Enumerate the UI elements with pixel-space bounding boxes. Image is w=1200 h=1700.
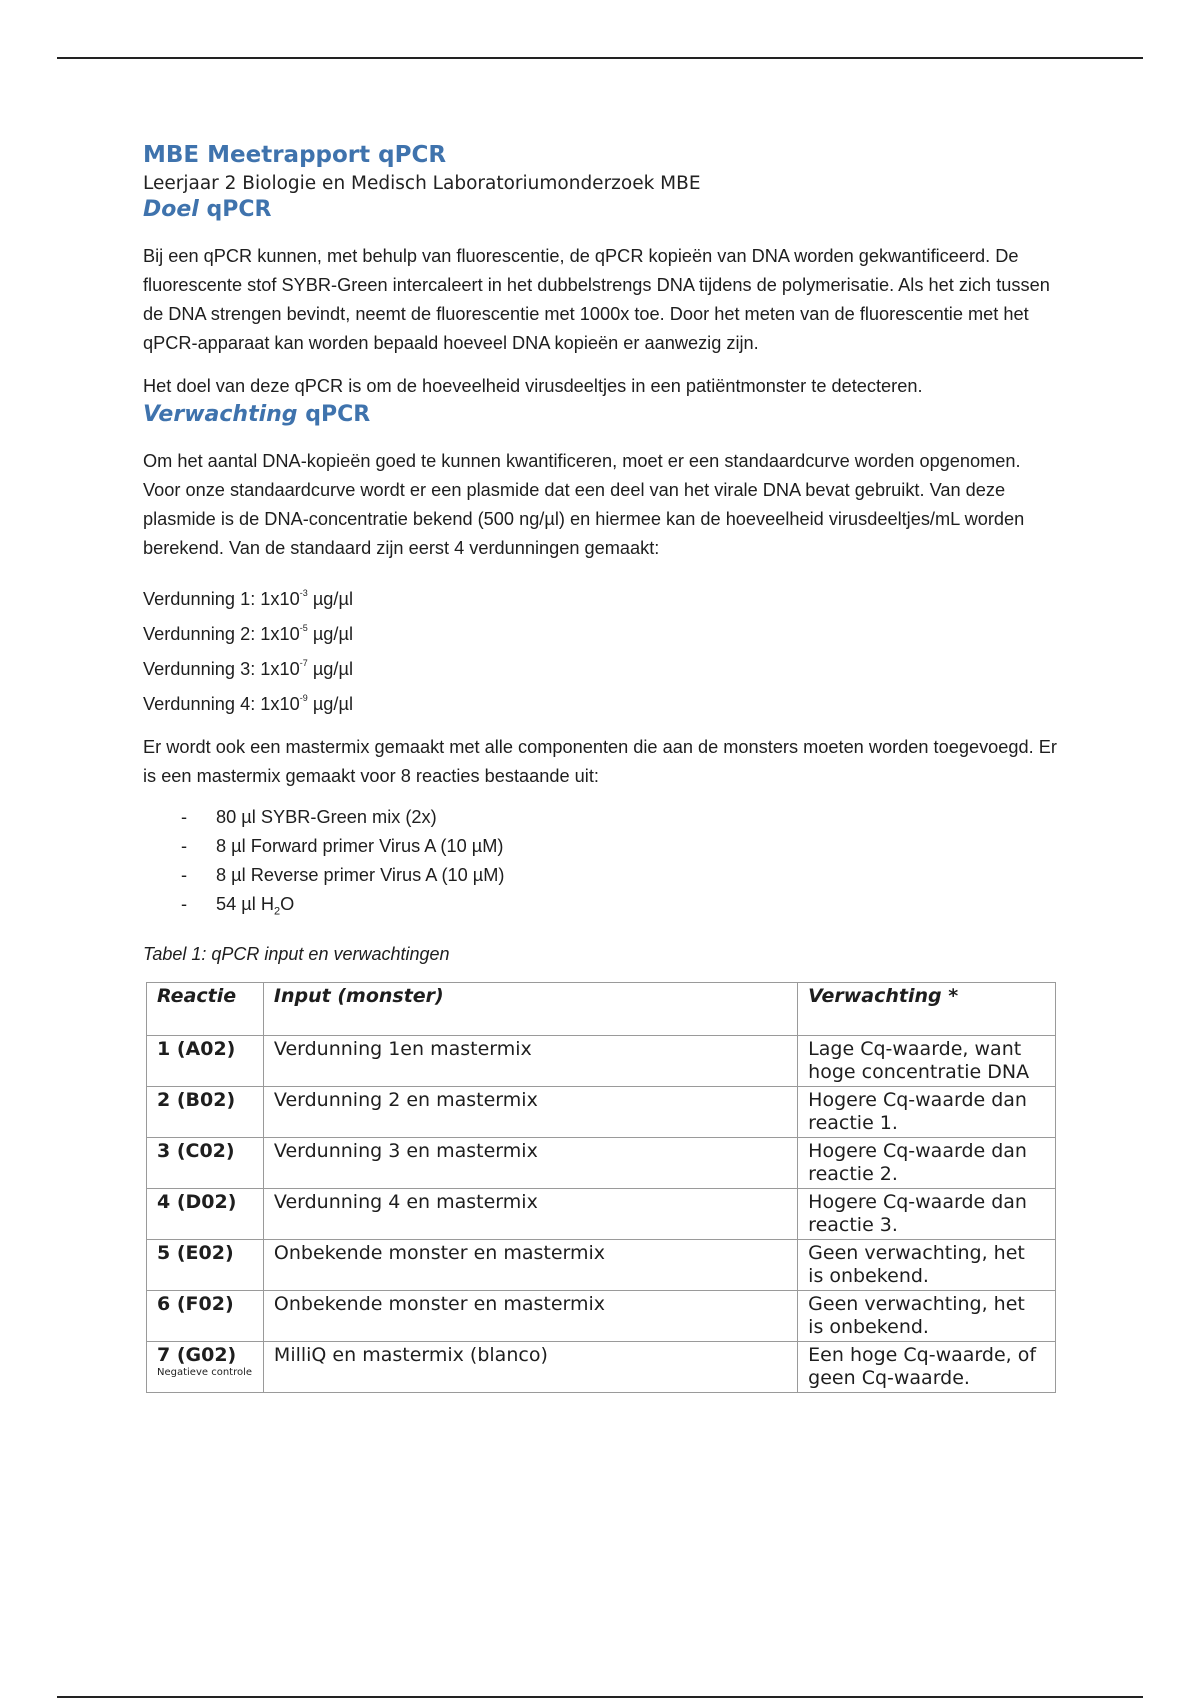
dilution-item: Verdunning 4: $1x10^{-9}$ µg/µl bbox=[143, 693, 353, 714]
cell-reactie: 6 (F02) bbox=[147, 1290, 264, 1341]
verwachting-paragraph-2: Er wordt ook een mastermix gemaakt met alle componenten die aan de monsters moeten worden toegevoegd. Er is een mastermix gemaakt voor 8 reacties bestaande uit: bbox=[143, 737, 1057, 786]
section-heading-doel bbox=[143, 196, 1058, 224]
doel-paragraph-2: Het doel van deze qPCR is om de hoeveelheid virusdeeltjes in een patiëntmonster te detecteren. bbox=[143, 376, 923, 396]
cell-verwachting: Geen verwachting, het is onbekend. bbox=[798, 1290, 1056, 1341]
dilution-list bbox=[143, 579, 1058, 719]
cell-verwachting: Hogere Cq-waarde dan reactie 2. bbox=[798, 1137, 1056, 1188]
column-header-input: Input (monster) bbox=[263, 982, 797, 1035]
bullet-dash: - bbox=[181, 894, 188, 914]
table-row bbox=[147, 1290, 1056, 1341]
cell-input: Onbekende monster en mastermix bbox=[263, 1239, 797, 1290]
cell-input: Verdunning 1en mastermix bbox=[263, 1035, 797, 1086]
mastermix-list bbox=[143, 803, 1058, 927]
cell-verwachting: Lage Cq-waarde, want hoge concentratie DNA bbox=[798, 1035, 1056, 1086]
table-row bbox=[147, 1341, 1056, 1392]
heading-rest: qPCR bbox=[297, 402, 371, 427]
table-row bbox=[147, 1086, 1056, 1137]
table-row bbox=[147, 1239, 1056, 1290]
verwachting-paragraph-1: Om het aantal DNA-kopieën goed te kunnen kwantificeren, moet er een standaardcurve worden opgenomen. Voor onze standaardcurve wordt er een plasmide dat een deel van het virale DNA bevat gebruikt. Van deze plasmide is de DNA-concentratie bekend (500 ng/µl) en hiermee kan de hoeveelheid virusdeeltjes/mL worden berekend. Van de standaard zijn eerst 4 verdunningen gemaakt: bbox=[143, 451, 1025, 558]
cell-input: Verdunning 3 en mastermix bbox=[263, 1137, 797, 1188]
cell-reactie: 4 (D02) bbox=[147, 1188, 264, 1239]
cell-verwachting: Geen verwachting, het is onbekend. bbox=[798, 1239, 1056, 1290]
list-item: - 8 µl Forward primer Virus A (10 µM) bbox=[143, 832, 1058, 861]
cell-reactie: 7 (G02) Negatieve controle bbox=[147, 1341, 264, 1392]
negative-control-note: Negatieve controle bbox=[157, 1366, 253, 1378]
document-title: MBE Meetrapport qPCR bbox=[143, 142, 447, 168]
column-header-reactie: Reactie bbox=[147, 982, 264, 1035]
heading-emphasis: Verwachting bbox=[143, 402, 298, 427]
dilution-item: Verdunning 3: $1x10^{-7}$ µg/µl bbox=[143, 658, 353, 679]
cell-reactie: 1 (A02) bbox=[147, 1035, 264, 1086]
list-item: - 54 µl $H_2O$ bbox=[143, 890, 1058, 927]
cell-input: Onbekende monster en mastermix bbox=[263, 1290, 797, 1341]
list-item: - 8 µl Reverse primer Virus A (10 µM) bbox=[143, 861, 1058, 890]
cell-verwachting: Hogere Cq-waarde dan reactie 3. bbox=[798, 1188, 1056, 1239]
heading-rest: qPCR bbox=[198, 197, 272, 222]
column-header-verwachting: Verwachting * bbox=[798, 982, 1056, 1035]
doel-paragraph-1: Bij een qPCR kunnen, met behulp van fluorescentie, de qPCR kopieën van DNA worden gekwantificeerd. De fluorescente stof SYBR-Green intercaleert in het dubbelstrengs DNA tijdens de polymerisatie. Als het zich tussen de DNA strengen bevindt, neemt de fluorescentie met 1000x toe. Door het meten van de fluorescentie met het qPCR-apparaat kan worden bepaald hoeveel DNA kopieën er aanwezig zijn. bbox=[143, 246, 1050, 353]
cell-verwachting: Een hoge Cq-waarde, of geen Cq-waarde. bbox=[798, 1341, 1056, 1392]
table-header-row bbox=[147, 982, 1056, 1035]
document-subtitle: Leerjaar 2 Biologie en Medisch Laboratoriumonderzoek MBE bbox=[143, 173, 701, 194]
table-caption: Tabel 1: qPCR input en verwachtingen bbox=[143, 943, 450, 964]
bullet-dash: - bbox=[181, 836, 188, 856]
cell-reactie: 5 (E02) bbox=[147, 1239, 264, 1290]
bullet-dash: - bbox=[181, 807, 188, 827]
table-row bbox=[147, 1035, 1056, 1086]
heading-emphasis: Doel bbox=[143, 197, 199, 222]
cell-input: Verdunning 2 en mastermix bbox=[263, 1086, 797, 1137]
cell-input: MilliQ en mastermix (blanco) bbox=[263, 1341, 797, 1392]
cell-reactie: 2 (B02) bbox=[147, 1086, 264, 1137]
table-row bbox=[147, 1188, 1056, 1239]
qpcr-table bbox=[146, 982, 1056, 1393]
table-row bbox=[147, 1137, 1056, 1188]
dilution-item: Verdunning 2: $1x10^{-5}$ µg/µl bbox=[143, 623, 353, 644]
bullet-dash: - bbox=[181, 865, 188, 885]
cell-input: Verdunning 4 en mastermix bbox=[263, 1188, 797, 1239]
cell-reactie: 3 (C02) bbox=[147, 1137, 264, 1188]
list-item: - 80 µl SYBR-Green mix (2x) bbox=[143, 803, 1058, 832]
document-body bbox=[143, 140, 1058, 1393]
dilution-item: Verdunning 1: $1x10^{-3}$ µg/µl bbox=[143, 588, 353, 609]
footer-rule bbox=[57, 1696, 1143, 1698]
section-heading-verwachting bbox=[143, 401, 1058, 429]
cell-verwachting: Hogere Cq-waarde dan reactie 1. bbox=[798, 1086, 1056, 1137]
header-rule bbox=[57, 57, 1143, 59]
